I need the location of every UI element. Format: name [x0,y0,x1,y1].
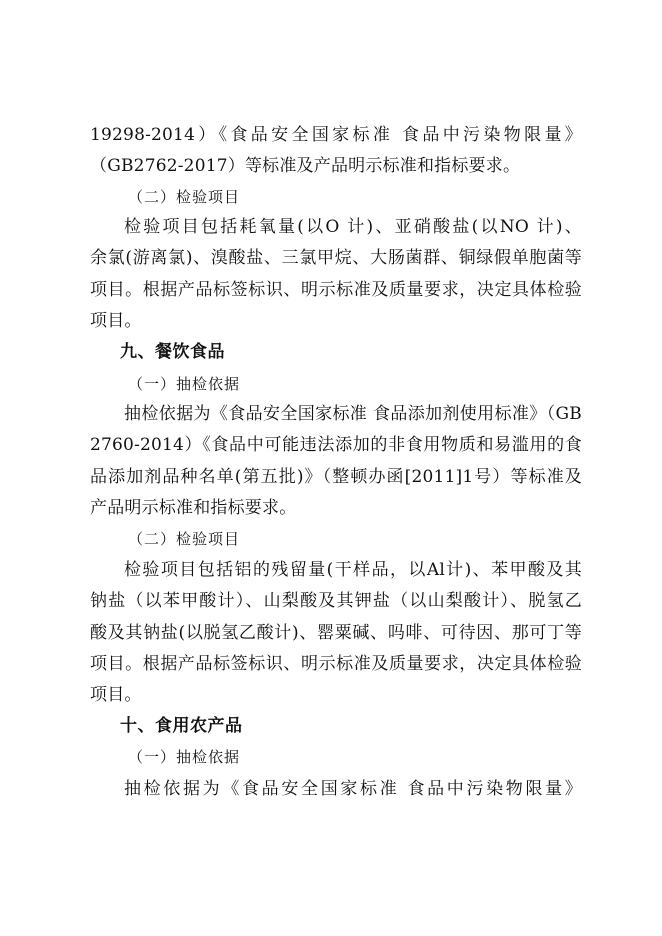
subsection-heading-inspection-items: （二）检验项目 [128,188,241,206]
text-line-5: 余氯(游离氯)、溴酸盐、三氯甲烷、大肠菌群、铜绿假单胞菌等 [90,248,582,268]
section-heading-edible-agricultural-products: 十、食用农产品 [120,716,243,736]
subsection-heading-inspection-items-2: （二）检验项目 [128,530,241,548]
section-heading-catering-food: 九、餐饮食品 [120,342,225,362]
text-line-2: （GB2762-2017）等标准及产品明示标准和指标要求。 [90,156,521,176]
text-line-13: 产品明示标准和指标要求。 [90,498,297,518]
text-line-15: 检验项目包括铝的残留量(干样品，以Al计)、苯甲酸及其 [124,560,582,580]
text-line-16: 钠盐（以苯甲酸计）、山梨酸及其钾盐（以山梨酸计）、脱氢乙 [90,591,582,611]
text-line-6: 项目。根据产品标签标识、明示标准及质量要求，决定具体检验 [90,280,582,300]
text-line-12: 品添加剂品种名单(第五批)》（整顿办函[2011]1号）等标准及 [90,467,582,487]
text-line-11: 2760-2014）《食品中可能违法添加的非食用物质和易滥用的食 [90,435,582,455]
text-line-7: 项目。 [90,311,142,331]
text-line-4: 检验项目包括耗氧量(以O 计)、亚硝酸盐(以NO 计)、 [124,217,582,237]
text-line-10: 抽检依据为《食品安全国家标准 食品添加剂使用标准》（GB [124,404,582,424]
subsection-heading-sampling-basis: （一）抽检依据 [128,375,241,393]
text-line-1: 19298-2014）《食品安全国家标准 食品中污染物限量》 [90,125,582,145]
subsection-heading-sampling-basis-2: （一）抽检依据 [128,748,241,766]
text-line-19: 项目。 [90,685,142,705]
text-line-17: 酸及其钠盐(以脱氢乙酸计)、罂粟碱、吗啡、可待因、那可丁等 [90,623,582,643]
text-line-18: 项目。根据产品标签标识、明示标准及质量要求，决定具体检验 [90,654,582,674]
text-line-22: 抽检依据为《食品安全国家标准 食品中污染物限量》 [124,779,582,799]
